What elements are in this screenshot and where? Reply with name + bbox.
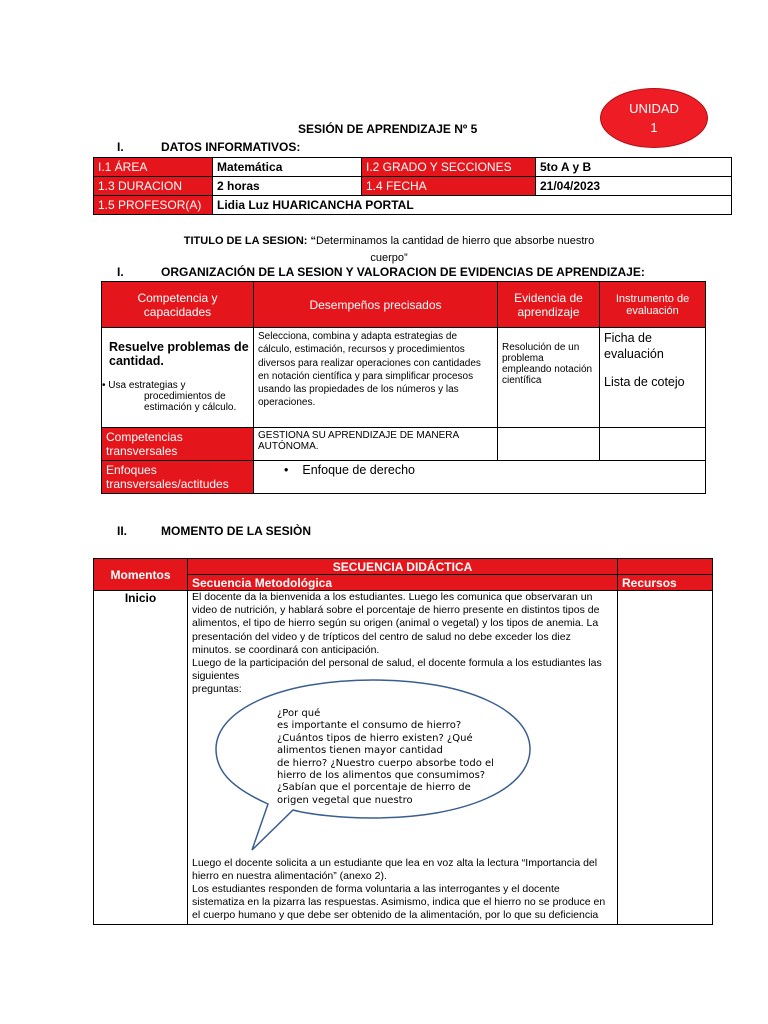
- bubble-line: ¿Por qué: [277, 708, 321, 719]
- competence-text: Resuelve problemas de cantidad.: [109, 340, 249, 368]
- transversal-label: Competencias transversales: [102, 428, 254, 461]
- approach-value: Enfoque de derecho: [302, 463, 415, 477]
- instrument-1: Ficha de evaluación: [604, 331, 664, 361]
- section-1-title: DATOS INFORMATIVOS:: [161, 140, 301, 154]
- paragraph-4: Los estudiantes responden de forma voluntaria a las interrogantes y el docente sistematiza en la pizarra las respuestas. Asimismo, indica que el hierro no se produce en el cuerpo humano y que debe ser obtenido de la alimentación, por lo que su deficiencia: [192, 883, 606, 922]
- bubble-line: ¿Cuántos tipos de hierro existen? ¿Qué: [277, 732, 473, 744]
- grade-value: 5to A y B: [536, 158, 732, 177]
- paragraph-2b: preguntas:: [192, 683, 242, 696]
- header-moments: Momentos: [94, 559, 188, 591]
- session-topic-text: Determinamos la cantidad de hierro que absorbe nuestro: [316, 235, 595, 247]
- header-competence: Competencia y capacidades: [102, 282, 254, 328]
- evidence-text: Resolución de un problema empleando notación científica: [498, 328, 600, 428]
- transversal-value: GESTIONA SU APRENDIZAJE DE MANERA AUTÓNOMA.: [254, 428, 498, 461]
- section-2-number: II.: [117, 524, 128, 538]
- bubble-line: de hierro? ¿Nuestro cuerpo absorbe todo el: [277, 757, 494, 769]
- duration-label: 1.3 DURACION: [94, 177, 213, 196]
- header-resources: Recursos: [618, 575, 713, 591]
- transversal-instrument-empty: [600, 428, 706, 461]
- instrument-2: Lista de cotejo: [604, 375, 685, 389]
- resources-cell: [618, 591, 713, 925]
- header-instrument: Instrumento de evaluación: [600, 282, 706, 328]
- approach-label: Enfoques transversales/actitudes: [102, 461, 254, 494]
- date-value: 21/04/2023: [536, 177, 732, 196]
- header-methodology: Secuencia Metodológica: [188, 575, 618, 591]
- capacity-text: • Usa estrategias y procedimientos de estimación y cálculo.: [102, 380, 237, 413]
- bubble-line: origen vegetal que nuestro: [277, 794, 413, 806]
- paragraph-3: Luego el docente solicita a un estudiante que lea en voz alta la lectura “Importancia del hierro en nuestra alimentación” (anexo 2).: [192, 856, 598, 882]
- instrument-cell: [600, 328, 706, 428]
- session-topic-text-2: cuerpo”: [370, 252, 408, 264]
- start-label: Inicio: [94, 591, 188, 925]
- unit-label: UNIDAD: [629, 101, 679, 116]
- duration-value: 2 horas: [213, 177, 362, 196]
- unit-number: 1: [650, 120, 658, 135]
- header-empty: [618, 559, 713, 575]
- competence-cell: [102, 328, 254, 428]
- header-evidence: Evidencia de aprendizaje: [498, 282, 600, 328]
- transversal-evidence-empty: [498, 428, 600, 461]
- area-value: Matemática: [213, 158, 362, 177]
- session-topic: [164, 233, 614, 267]
- section-1-number: I.: [117, 140, 124, 154]
- area-label: I.1 ÁREA: [94, 158, 213, 177]
- teacher-value: Lidia Luz HUARICANCHA PORTAL: [213, 196, 732, 215]
- date-label: 1.4 FECHA: [362, 177, 536, 196]
- paragraph-1: El docente da la bienvenida a los estudiantes. Luego les comunica que observaran un video de nutrición, y hablará sobre el porcentaje de hierro presente en distintos tipos de alimentos, el tipo de hierro según su origen (animal o vegetal) y los tipos de anemia. La presentación del video y de trípticos del centro de salud no debe exceder los diez minutos. se coordinará con anticipación.: [192, 591, 600, 656]
- organization-table: [101, 281, 706, 494]
- session-topic-label: TITULO DE LA SESION: “: [183, 235, 316, 247]
- paragraph-2: Luego de la participación del personal de salud, el docente formula a los estudiantes las siguientes: [192, 657, 602, 683]
- performance-text: Selecciona, combina y adapta estrategias de cálculo, estimación, recursos y procedimientos diversos para realizar operaciones con cantidades en notación científica y para simplificar procesos usando las propiedades de los números y las operaciones.: [254, 328, 498, 428]
- section-org-title: ORGANIZACIÓN DE LA SESION Y VALORACION DE EVIDENCIAS DE APRENDIZAJE:: [161, 265, 645, 279]
- header-performance: Desempeños precisados: [254, 282, 498, 328]
- bubble-line: hierro de los alimentos que consumimos?: [277, 770, 486, 782]
- bubble-line: alimentos tienen mayor cantidad: [277, 745, 443, 757]
- page-title: SESIÓN DE APRENDIZAJE Nº 5: [298, 122, 478, 136]
- bullet-icon: •: [284, 463, 289, 477]
- grade-label: I.2 GRADO Y SECCIONES: [362, 158, 536, 177]
- section-2-title: MOMENTO DE LA SESIÒN: [161, 524, 312, 538]
- info-table: [93, 157, 732, 215]
- bubble-line: ¿Sabían que el porcentaje de hierro de: [277, 782, 471, 794]
- teacher-label: 1.5 PROFESOR(A): [94, 196, 213, 215]
- bubble-line: es importante el consumo de hierro?: [277, 720, 462, 732]
- section-org-number: I.: [117, 265, 124, 279]
- approach-cell: [254, 461, 706, 494]
- bubble-text: [277, 708, 507, 807]
- unit-badge: [600, 88, 708, 148]
- header-sequence: SECUENCIA DIDÁCTICA: [188, 559, 618, 575]
